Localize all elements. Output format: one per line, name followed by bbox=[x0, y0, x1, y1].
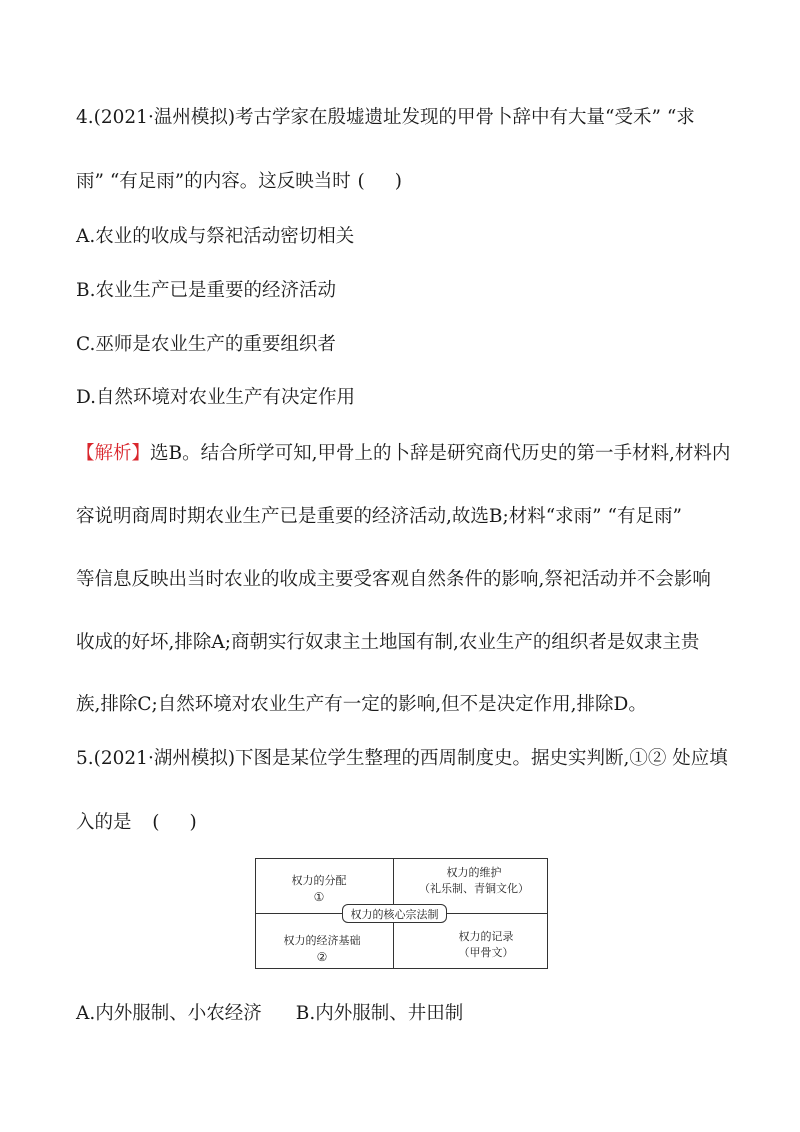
analysis-line-1 bbox=[76, 442, 730, 466]
question-4-stem-line-2 bbox=[76, 170, 409, 194]
diagram-center-core: 权力的核心宗法制 bbox=[342, 904, 447, 923]
question-5-stem-line-1: 5.(2021·湖州模拟)下图是某位学生整理的西周制度史。据史实判断,①② 处应填 bbox=[76, 748, 728, 769]
analysis-line-2: 容说明商周时期农业生产已是重要的经济活动,故选B;材料“求雨” “有足雨” bbox=[76, 506, 682, 527]
analysis-tag: 【解析】 bbox=[76, 443, 151, 464]
diagram-power-distribution: 权力的分配 ① bbox=[264, 873, 374, 905]
question-5-stem-line-2 bbox=[76, 811, 204, 835]
question-4-stem-text: 雨” “有足雨”的内容。这反映当时 bbox=[76, 171, 351, 192]
analysis-line-3: 等信息反映出当时农业的收成主要受客观自然条件的影响,祭祀活动并不会影响 bbox=[76, 569, 711, 590]
answer-bracket-4: ( ) bbox=[357, 171, 402, 192]
question-4-option-a: A.农业的收成与祭祀活动密切相关 bbox=[76, 226, 355, 247]
question-4-option-d: D.自然环境对农业生产有决定作用 bbox=[76, 387, 356, 408]
question-4-stem-line-1: 4.(2021·温州模拟)考古学家在殷墟遗址发现的甲骨卜辞中有大量“受禾” “求 bbox=[76, 107, 695, 128]
diagram-power-economic-base: 权力的经济基础 ② bbox=[264, 933, 380, 965]
answer-bracket-5: ( ) bbox=[152, 812, 197, 833]
blank-marker-1: ① bbox=[313, 890, 325, 904]
question-4-option-c: C.巫师是农业生产的重要组织者 bbox=[76, 334, 336, 355]
western-zhou-system-diagram bbox=[255, 858, 548, 969]
analysis-line-5: 族,排除C;自然环境对农业生产有一定的影响,但不是决定作用,排除D。 bbox=[76, 694, 647, 715]
question-5-option-b: B.内外服制、井田制 bbox=[295, 1003, 464, 1024]
diagram-power-maintenance: 权力的维护 （礼乐制、青铜文化） bbox=[419, 866, 529, 895]
question-4-option-b: B.农业生产已是重要的经济活动 bbox=[76, 280, 336, 301]
blank-marker-2: ② bbox=[316, 950, 328, 964]
diagram-power-record: 权力的记录 （甲骨文） bbox=[458, 930, 514, 959]
analysis-line-4: 收成的好坏,排除A;商朝实行奴隶主土地国有制,农业生产的组织者是奴隶主贵 bbox=[76, 632, 700, 653]
question-5-options-row bbox=[76, 1002, 463, 1026]
analysis-text-1: 选B。结合所学可知,甲骨上的卜辞是研究商代历史的第一手材料,材料内 bbox=[150, 443, 731, 464]
question-5-option-a: A.内外服制、小农经济 bbox=[76, 1003, 262, 1024]
question-5-stem-text: 入的是 bbox=[76, 812, 132, 833]
